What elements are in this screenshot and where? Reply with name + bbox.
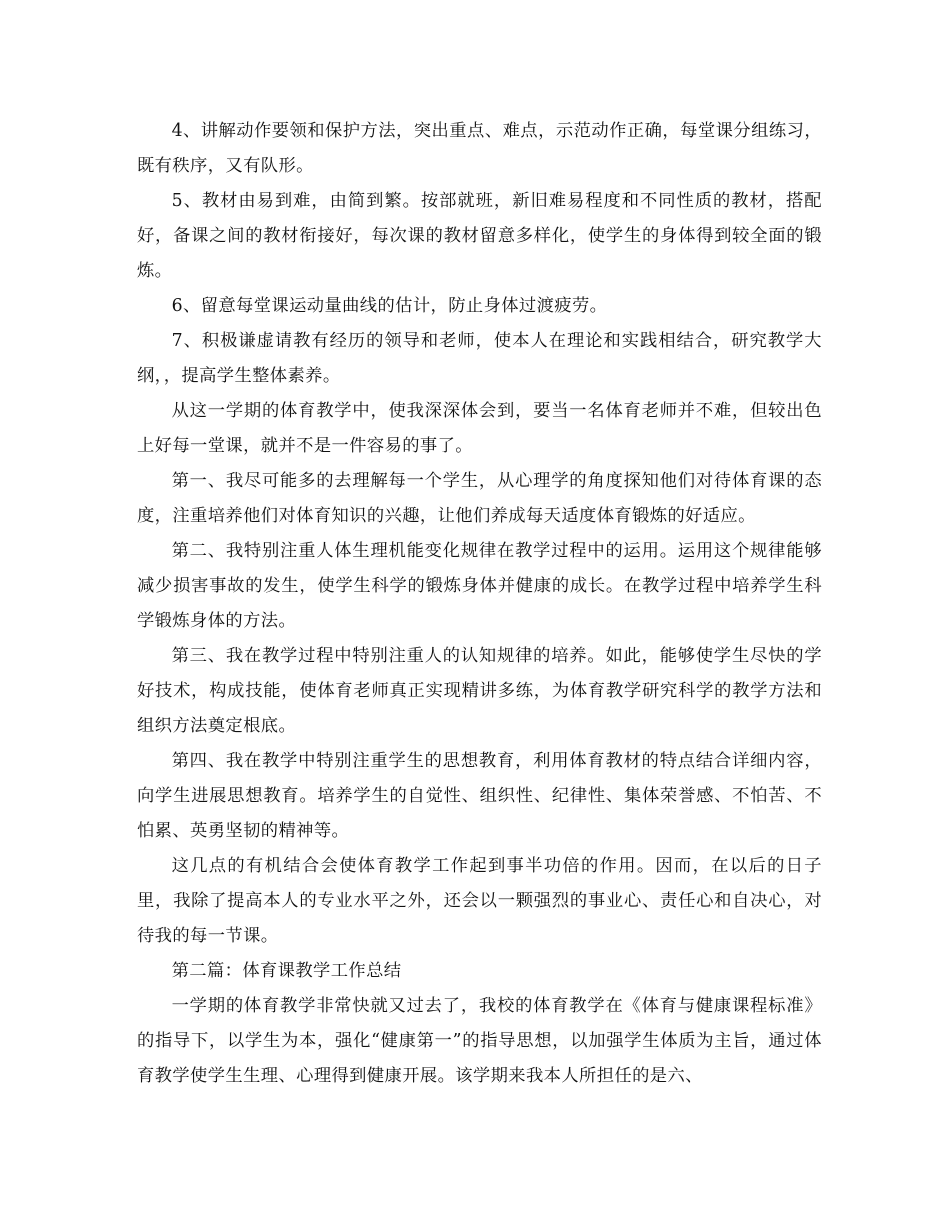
paragraph-1: 4、讲解动作要领和保护方法，突出重点、难点，示范动作正确，每堂课分组练习，既有秩序，又有队形。 (137, 121, 822, 176)
paragraph-9: 第四、我在教学中特别注重学生的思想教育，利用体育教材的特点结合详细内容，向学生进展思想教育。培养学生的自觉性、组织性、纪律性、集体荣誉感、不怕苦、不怕累、英勇坚韧的精神等。 (137, 751, 822, 841)
paragraph-5: 从这一学期的体育教学中，使我深深体会到，要当一名体育老师并不难，但较出色上好每一堂课，就并不是一件容易的事了。 (137, 401, 822, 456)
paragraph-2: 5、教材由易到难，由简到繁。按部就班，新旧难易程度和不同性质的教材，搭配好，备课之间的教材衔接好，每次课的教材留意多样化，使学生的身体得到较全面的锻炼。 (137, 191, 822, 281)
paragraph-6: 第一、我尽可能多的去理解每一个学生，从心理学的角度探知他们对待体育课的态度，注重培养他们对体育知识的兴趣，让他们养成每天适度体育锻炼的好适应。 (137, 471, 822, 526)
paragraph-4: 7、积极谦虚请教有经历的领导和老师，使本人在理论和实践相结合，研究教学大纲，，提高学生整体素养。 (137, 331, 822, 386)
paragraph-11: 一学期的体育教学非常快就又过去了，我校的体育教学在《体育与健康课程标准》的指导下，以学生为本，强化“健康第一”的指导思想，以加强学生体质为主旨，通过体育教学使学生生理、心理得到健康开展。该学期来我本人所担任的是六、 (137, 996, 822, 1086)
document-body (137, 114, 822, 1094)
paragraph-3: 6、留意每堂课运动量曲线的估计，防止身体过渡疲劳。 (171, 296, 608, 316)
section-heading: 第二篇：体育课教学工作总结 (171, 961, 402, 981)
paragraph-7: 第二、我特别注重人体生理机能变化规律在教学过程中的运用。运用这个规律能够减少损害事故的发生，使学生科学的锻炼身体并健康的成长。在教学过程中培养学生科学锻炼身体的方法。 (137, 541, 822, 631)
paragraph-8: 第三、我在教学过程中特别注重人的认知规律的培养。如此，能够使学生尽快的学好技术，构成技能，使体育老师真正实现精讲多练，为体育教学研究科学的教学方法和组织方法奠定根底。 (137, 646, 822, 736)
paragraph-10: 这几点的有机结合会使体育教学工作起到事半功倍的作用。因而，在以后的日子里，我除了提高本人的专业水平之外，还会以一颗强烈的事业心、责任心和自决心，对待我的每一节课。 (137, 856, 822, 946)
